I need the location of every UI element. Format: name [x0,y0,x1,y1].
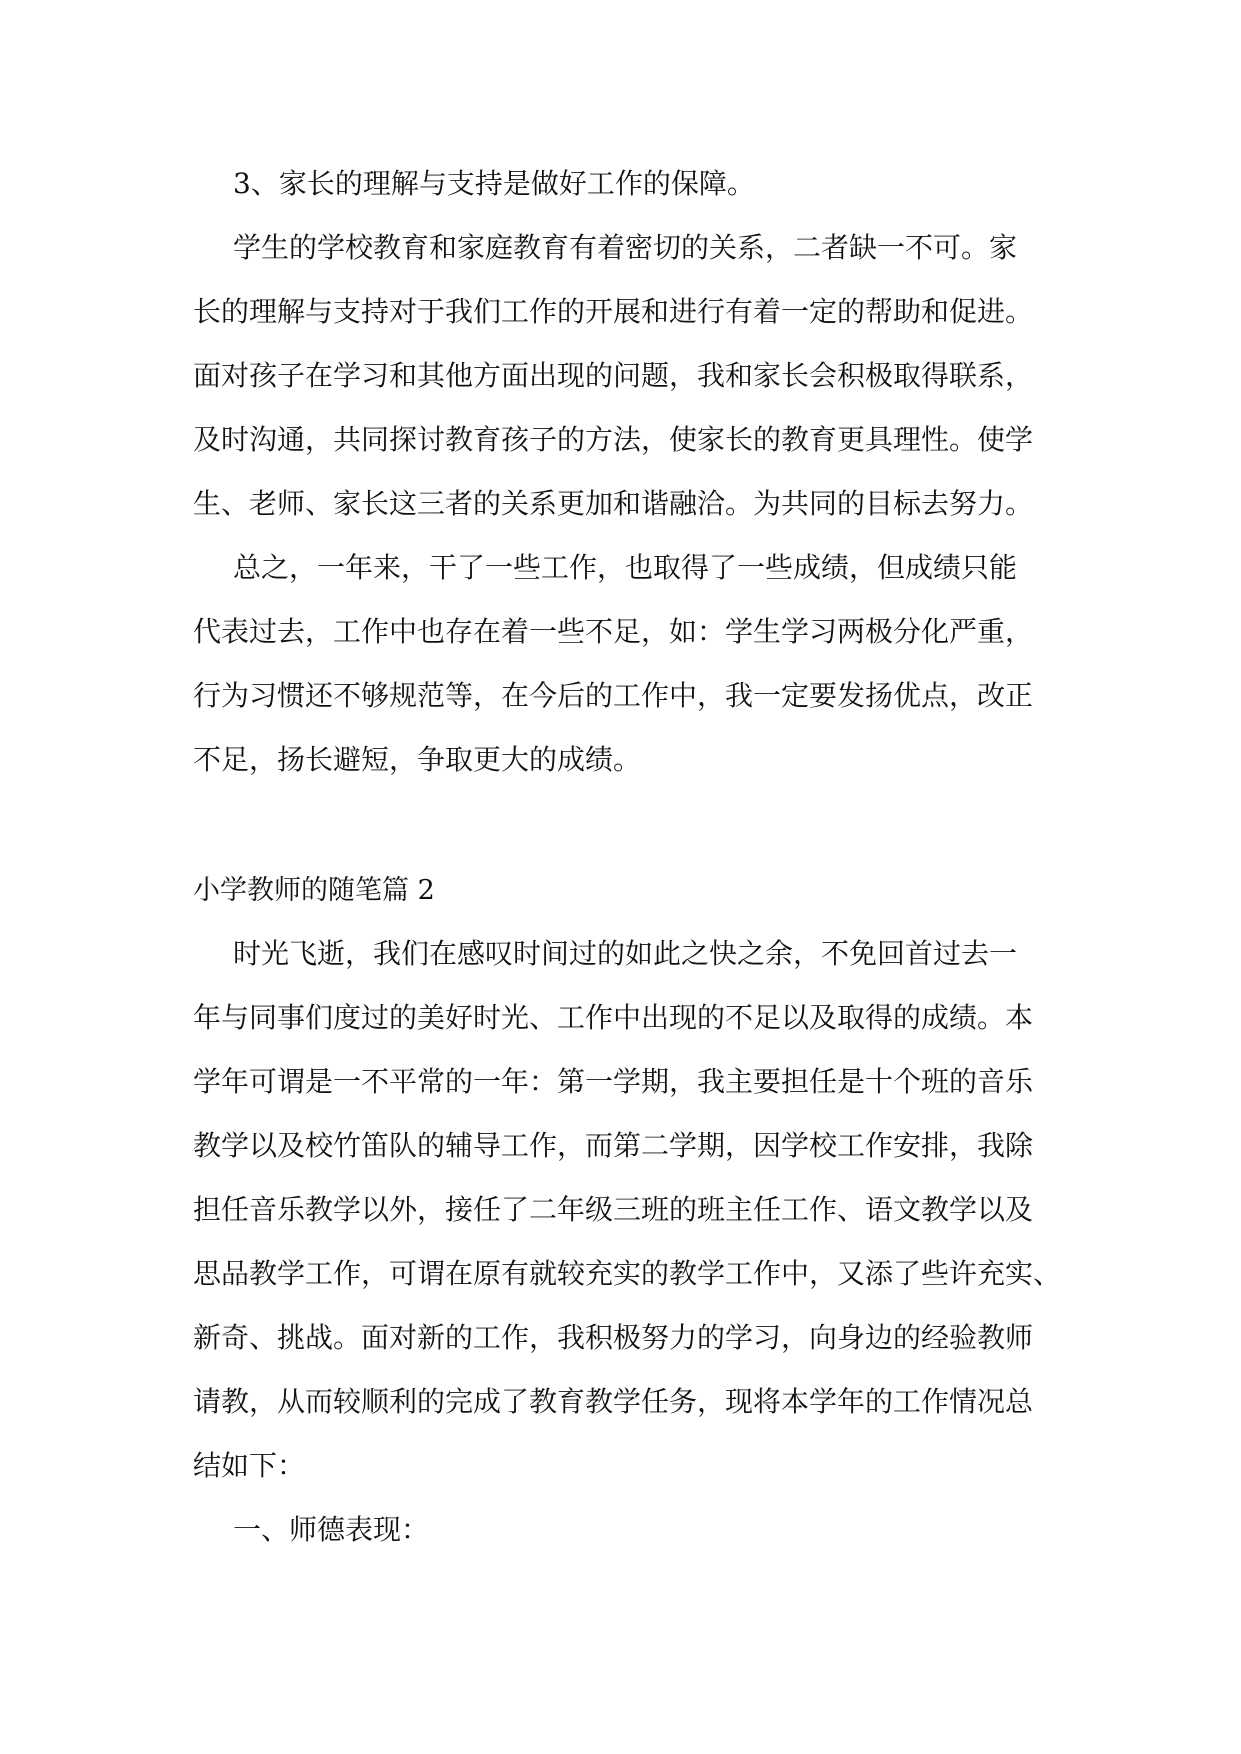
paragraph-line: 学年可谓是一不平常的一年：第一学期，我主要担任是十个班的音乐 [193,1065,1034,1098]
paragraph-line: 新奇、挑战。面对新的工作，我积极努力的学习，向身边的经验教师 [193,1321,1034,1354]
section-item-3-heading: 3、家长的理解与支持是做好工作的保障。 [233,167,755,200]
paragraph-line: 行为习惯还不够规范等，在今后的工作中，我一定要发扬优点，改正 [193,679,1034,712]
section-spacer [193,792,1053,860]
document-body [193,152,1062,1562]
article-title: 小学教师的随笔篇 2 [193,875,435,906]
paragraph-line: 担任音乐教学以外，接任了二年级三班的班主任工作、语文教学以及 [193,1193,1034,1226]
paragraph-line: 面对孩子在学习和其他方面出现的问题，我和家长会积极取得联系， [193,359,1034,392]
paragraph-line: 请教，从而较顺利的完成了教育教学任务，现将本学年的工作情况总 [193,1385,1034,1418]
paragraph-line: 教学以及校竹笛队的辅导工作，而第二学期，因学校工作安排，我除 [193,1129,1034,1162]
paragraph-line: 及时沟通，共同探讨教育孩子的方法，使家长的教育更具理性。使学 [193,423,1034,456]
paragraph-line: 思品教学工作，可谓在原有就较充实的教学工作中，又添了些许充实、 [193,1257,1062,1290]
paragraph-line: 学生的学校教育和家庭教育有着密切的关系，二者缺一不可。家 [233,231,1018,264]
paragraph-line: 年与同事们度过的美好时光、工作中出现的不足以及取得的成绩。本 [193,1001,1034,1034]
section-heading: 一、师德表现： [233,1513,430,1546]
paragraph-line: 代表过去，工作中也存在着一些不足，如：学生学习两极分化严重， [193,615,1034,648]
paragraph-line: 生、老师、家长这三者的关系更加和谐融洽。为共同的目标去努力。 [193,487,1034,520]
paragraph-line: 总之，一年来，干了一些工作，也取得了一些成绩，但成绩只能 [233,551,1018,584]
paragraph-line: 结如下： [193,1449,306,1482]
paragraph-line: 不足，扬长避短，争取更大的成绩。 [193,743,642,776]
paragraph-line: 时光飞逝，我们在感叹时间过的如此之快之余，不免回首过去一 [233,937,1018,970]
paragraph-line: 长的理解与支持对于我们工作的开展和进行有着一定的帮助和促进。 [193,295,1034,328]
